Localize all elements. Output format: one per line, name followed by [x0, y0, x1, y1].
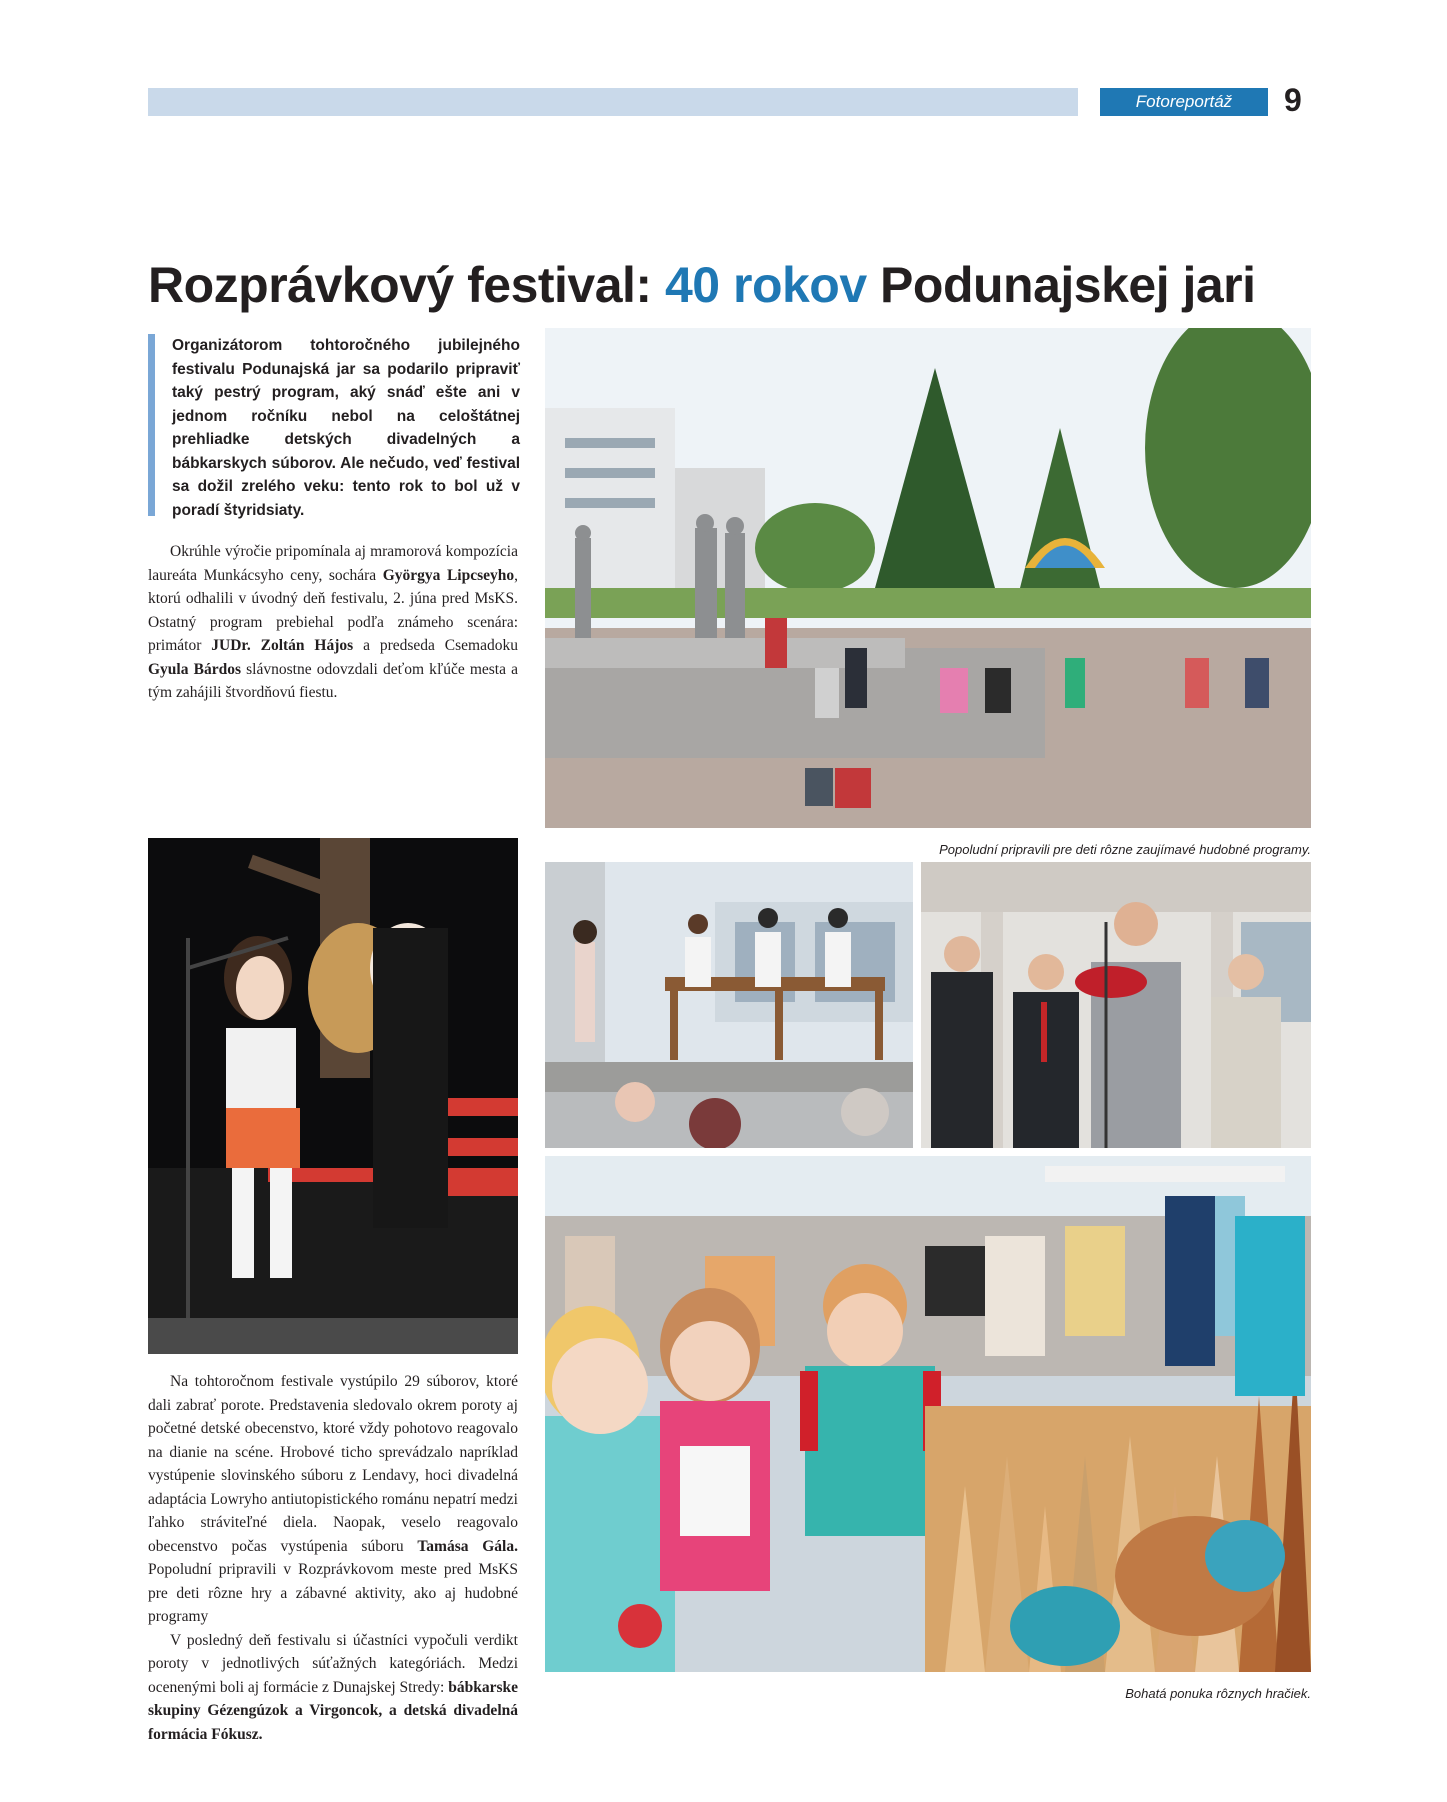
caption-park: Popoludní pripravili pre deti rôzne zaujímavé hudobné programy. [939, 842, 1311, 857]
paragraph-1: Okrúhle výročie pripomínala aj mramorová kompozícia laureáta Munkácsyho ceny, sochára Györgya Lipcseyho, ktorú odhalili v úvodný deň festivalu, 2. júna pred MsKS. Ostatný program prebiehal podľa známeho scenára: primátor JUDr. Zoltán Hájos a predseda Csemadoku Gyula Bárdos slávnostne odovzdali deťom kľúče mesta a tým zahájili štvordňovú fiestu. [148, 543, 518, 701]
title-part-3: Podunajskej jari [866, 257, 1256, 313]
photo-park-fountain [545, 328, 1311, 828]
section-label: Fotoreportáž [1100, 88, 1268, 116]
lead-accent-bar [148, 334, 155, 516]
article-title [148, 256, 1256, 314]
body-column-top [148, 540, 518, 705]
paragraph-2: Na tohtoročnom festivale vystúpilo 29 súborov, ktoré dali zabrať porote. Predstavenia sledovalo okrem poroty aj početné detské obecenstvo, ktoré vždy pohotovo reagovalo na dianie na scéne. Hrobové ticho sprevádzalo napríklad vystúpenie slovinského súboru z Lendavy, hoci divadelná adaptácia Lowryho antiutopistického románu nepatrí medzi ľahko stráviteľné diela. Naopak, veselo reagovalo obecenstvo počas vystúpenia súboru Tamása Gála. Popoludní pripravili v Rozprávkovom meste pred MsKS pre deti rôzne hry a zábavné aktivity, ako aj hudobné programy [148, 1373, 518, 1625]
photo-music-stage [545, 862, 913, 1148]
caption-toys: Bohatá ponuka rôznych hračiek. [1125, 1686, 1311, 1701]
photo-officials-speech [921, 862, 1311, 1148]
page-number: 9 [1284, 82, 1302, 118]
photo-wooden-toys [545, 1156, 1311, 1672]
body-column-bottom [148, 1370, 518, 1746]
title-accent: 40 rokov [664, 257, 867, 313]
photo-stage-performance [148, 838, 518, 1354]
title-part-1: Rozprávkový festival: [148, 257, 665, 313]
header-bar [148, 88, 1078, 116]
paragraph-3: V posledný deň festivalu si účastníci vypočuli verdikt poroty v jednotlivých súťažných kategóriách. Medzi ocenenými boli aj formácie z Dunajskej Stredy: bábkarske skupiny Gézengúzok a Virgoncok, a detská divadelná formácia Fókusz. [148, 1631, 518, 1743]
lead-paragraph: Organizátorom tohtoročného jubilejného festivalu Podunajská jar sa podarilo pripraviť taký pestrý program, aký snáď ešte ani v jednom ročníku nebol na celoštátnej prehliadke detských divadelných a bábkarskych súborov. Ale nečudo, veď festival sa dožil zrelého veku: tento rok to bol už v poradí štyridsiaty. [172, 337, 520, 519]
